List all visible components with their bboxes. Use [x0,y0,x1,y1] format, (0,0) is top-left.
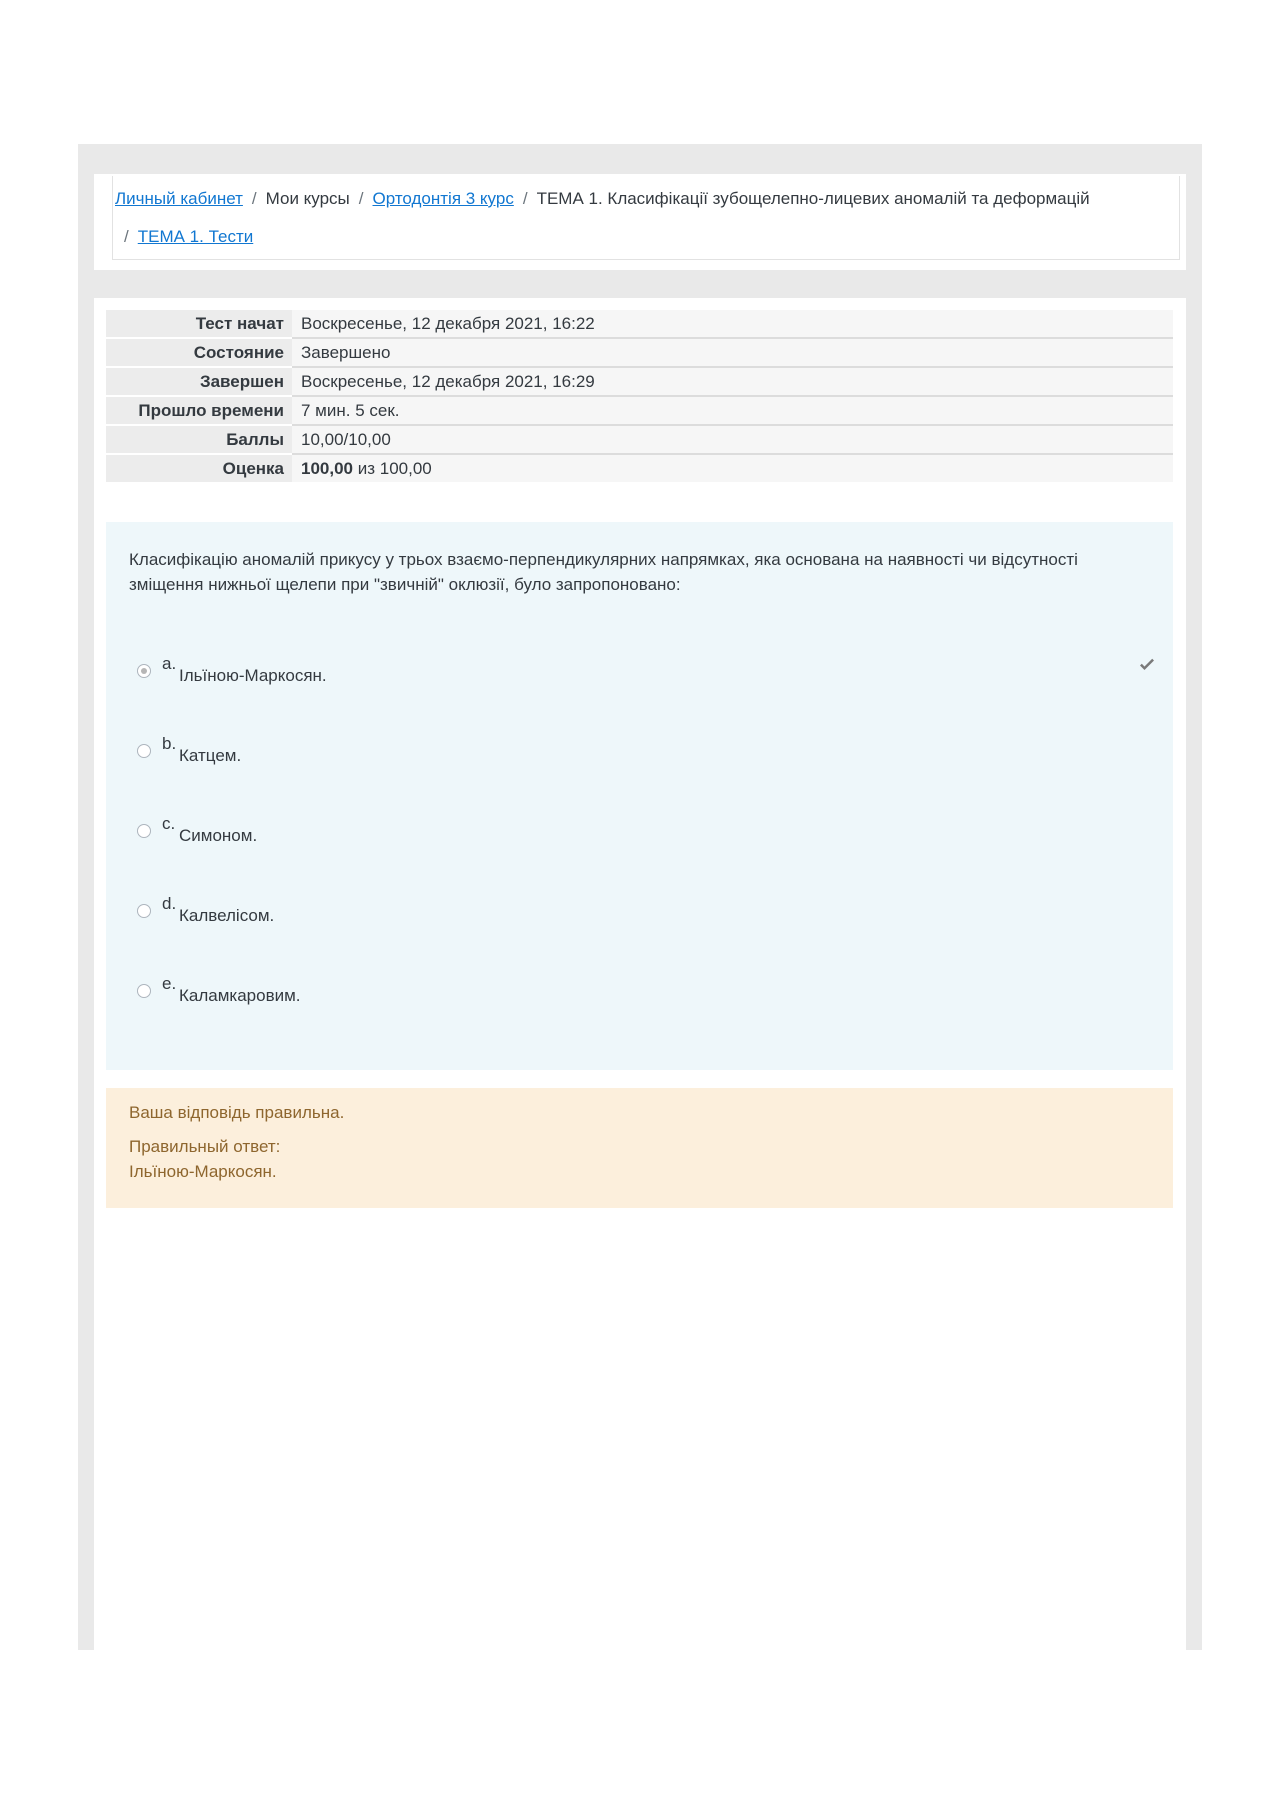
summary-value: Воскресенье, 12 декабря 2021, 16:29 [292,367,1173,396]
option-text: Симоном. [179,826,258,845]
summary-row-completed [106,367,1173,396]
feedback-box [106,1088,1173,1208]
correct-answer-text: Ільїною-Маркосян. [129,1162,277,1181]
quiz-review-card [94,298,1186,1650]
summary-value: 7 мин. 5 сек. [292,396,1173,425]
breadcrumb-card [94,174,1186,270]
answer-option-b[interactable] [137,730,1157,770]
summary-value: Воскресенье, 12 декабря 2021, 16:22 [292,310,1173,338]
breadcrumb-item-my-courses: Мои курсы [265,189,350,208]
breadcrumb-item-course[interactable]: Ортодонтія 3 курс [372,189,514,208]
breadcrumb-separator: / [124,227,129,246]
question-text: Класифікацію аномалій прикусу у трьох взаємо-перпендикулярних напрямках, яка основана на наявності чи відсутності зміщення нижньої щелепи при "звичній" оклюзії, було запропоновано: [129,550,1078,594]
summary-row-state [106,338,1173,367]
page-content [94,174,1186,1650]
radio-button[interactable] [137,744,151,758]
correct-answer-label: Правильный ответ: [129,1137,281,1156]
summary-label: Прошло времени [106,396,292,425]
summary-row-started [106,310,1173,338]
answer-option-d[interactable] [137,890,1157,930]
breadcrumb-item-topic: ТЕМА 1. Класифікації зубощелепно-лицевих аномалій та деформацій [536,189,1090,208]
breadcrumb-item-quiz[interactable]: ТЕМА 1. Тести [137,227,254,246]
radio-button[interactable] [137,824,151,838]
breadcrumb [112,176,1180,260]
summary-label: Состояние [106,338,292,367]
summary-value: Завершено [292,338,1173,367]
summary-label: Тест начат [106,310,292,338]
option-letter: d. [162,894,177,913]
summary-row-grade [106,454,1173,482]
answer-option-a[interactable] [137,650,1157,690]
option-letter: b. [162,734,177,753]
summary-label: Завершен [106,367,292,396]
option-letter: c. [162,814,176,833]
summary-label: Баллы [106,425,292,454]
page-frame [78,144,1202,1650]
answer-option-e[interactable] [137,970,1157,1010]
breadcrumb-line-2 [124,226,253,248]
option-letter: e. [162,974,177,993]
breadcrumb-separator: / [358,189,364,208]
summary-value [292,454,1173,482]
attempt-summary-table [106,310,1173,482]
radio-button[interactable] [137,664,151,678]
radio-button[interactable] [137,904,151,918]
breadcrumb-line-1 [115,188,1090,210]
breadcrumb-item-dashboard[interactable]: Личный кабинет [115,189,243,208]
summary-row-time-taken [106,396,1173,425]
check-icon [1138,656,1156,674]
option-text: Калвелісом. [179,906,275,925]
option-text: Каламкаровим. [179,986,301,1005]
summary-label: Оценка [106,454,292,482]
summary-value: 10,00/10,00 [292,425,1173,454]
option-text: Ільїною-Маркосян. [179,666,327,685]
answer-option-c[interactable] [137,810,1157,850]
breadcrumb-separator: / [251,189,257,208]
grade-suffix: из 100,00 [353,459,432,478]
question-box [106,522,1173,1070]
feedback-result: Ваша відповідь правильна. [129,1103,345,1122]
radio-button[interactable] [137,984,151,998]
option-letter: a. [162,654,177,673]
summary-row-marks [106,425,1173,454]
breadcrumb-separator: / [522,189,528,208]
option-text: Катцем. [179,746,242,765]
grade-value: 100,00 [301,459,353,478]
